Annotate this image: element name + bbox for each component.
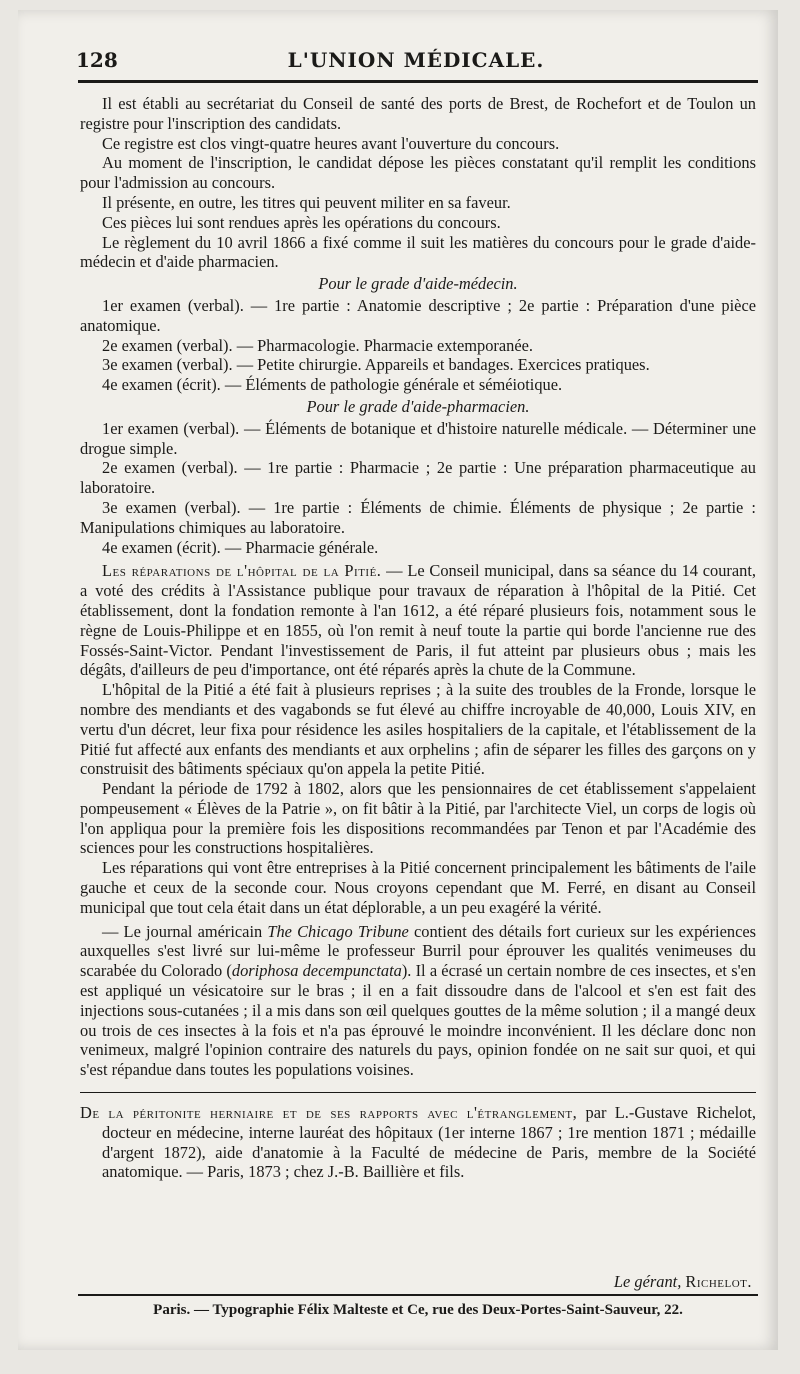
chicago-text: ). Il a écrasé un certain nombre de ces insectes, et s'en est appliqué un vésicatoire sur le bras ; il en a fait dissoudre dans de l'alcool et s'en est fait des injections sous-cutanées ; il a mis dans son œil quelques gouttes de la même solution ; il a mangé deux ou trois de ces insectes à la fois et n'a pas éprouvé le moindre inconvénient. Il les déclare donc non venimeux, malgré l'opinion contraire des naturels du pays, opinion fondée on ne sait sur quoi, et qui s'est répandue dans toutes les populations voisines. — [80, 961, 756, 1080]
article-body — [80, 94, 756, 1182]
chicago-text: contient des détails fort curieux sur les expériences auxquelles s'est livré sur lui-même le professeur Burril pour éprouver les qualités venimeuses du scarabée du Colorado ( — [80, 921, 756, 981]
signature-role: Le gérant, — [613, 1272, 682, 1291]
paragraph: Les réparations qui vont être entreprises à la Pitié concernent principalement les bâtiments de l'aile gauche et ceux de la seconde cour. Nous croyons cependant que M. Ferré, en disant au Conseil municipal que tout cela était dans un état déplorable, a un peu exagéré la vérité. — [80, 858, 756, 917]
page-number: 128 — [76, 48, 118, 72]
newspaper-name: The Chicago Tribune — [267, 921, 409, 941]
signature — [614, 1272, 752, 1292]
exam-item: 2e examen (verbal). — 1re partie : Pharmacie ; 2e partie : Une préparation pharmaceutique au laboratoire. — [80, 458, 756, 498]
bibliography-entry — [80, 1103, 756, 1182]
section-heading-pharmacien: Pour le grade d'aide-pharmacien. — [306, 396, 530, 416]
exam-item: 3e examen (verbal). — 1re partie : Éléments de chimie. Éléments de physique ; 2e partie : Manipulations chimiques au laboratoire. — [80, 497, 756, 537]
book-details: par L.-Gustave Richelot, docteur en médecine, interne lauréat des hôpitaux (1er interne 1867 ; 1re mention 1871 ; médaille d'argent 1872), aide d'anatomie à la Faculté de médecine de Paris, membre de la Société anatomique. — Paris, 1873 ; chez J.-B. Baillière et fils. — [102, 1103, 757, 1182]
pitie-text: — Le Conseil municipal, dans sa séance du 14 courant, a voté des crédits à l'Assistance publique pour travaux de réparation à l'hôpital de la Pitié. Cet établissement, dont la fondation remonte à l'an 1612, a été réparé plusieurs fois, notamment sous le règne de Louis-Philippe et en 1855, où l'on remit à neuf toute la partie qui borde l'ancienne rue des Fossés-Saint-Victor. Pendant l'investissement de Paris, il fut atteint par plusieurs obus ; mais les dégâts, d'ailleurs de peu d'importance, ont été réparés après la chute de la Commune. — [80, 561, 757, 680]
pitie-title: Les réparations de l'hôpital de la Pitié. — [102, 561, 382, 581]
paragraph: Ces pièces lui sont rendues après les opérations du concours. — [102, 212, 501, 232]
signature-name: Richelot. — [685, 1272, 752, 1291]
exam-item: 1er examen (verbal). — 1re partie : Anatomie descriptive ; 2e partie : Préparation d'une pièce anatomique. — [80, 295, 756, 335]
exam-item: 4e examen (écrit). — Pharmacie générale. — [102, 537, 379, 557]
paragraph: Pendant la période de 1792 à 1802, alors que les pensionnaires de cet établissement s'appelaient pompeusement « Élèves de la Patrie », on fit bâtir à la Pitié, par l'architecte Viel, un corps de logis où l'on appliqua pour la première fois les dispositions recommandées par Tenon et par l'Académie des sciences pour les constructions hospitalières. — [80, 779, 756, 858]
species-name: doriphosa decempunctata — [231, 961, 402, 981]
section-heading-medecin: Pour le grade d'aide-médecin. — [318, 274, 518, 294]
document-page — [18, 10, 778, 1350]
journal-title: L'UNION MÉDICALE. — [287, 48, 545, 72]
paragraph: Il est établi au secrétariat du Conseil de santé des ports de Brest, de Rochefort et de Toulon un registre pour l'inscription des candidats. — [80, 94, 756, 133]
chicago-article — [80, 922, 756, 1080]
paragraph: Le règlement du 10 avril 1866 a fixé comme il suit les matières du concours pour le grade d'aide-médecin et d'aide pharmacien. — [80, 232, 756, 272]
pitie-article — [80, 561, 756, 680]
paragraph: Ce registre est clos vingt-quatre heures avant l'ouverture du concours. — [102, 133, 560, 153]
chicago-text: — Le journal américain — [102, 921, 268, 941]
header-rule — [78, 80, 758, 83]
paragraph: Au moment de l'inscription, le candidat dépose les pièces constatant qu'il remplit les conditions pour l'admission au concours. — [80, 153, 756, 193]
footer-rule — [78, 1294, 758, 1296]
exam-item: 3e examen (verbal). — Petite chirurgie. Appareils et bandages. Exercices pratiques. — [102, 355, 650, 375]
printer-imprint: Paris. — Typographie Félix Malteste et Ce, rue des Deux-Portes-Saint-Sauveur, 22. — [153, 1302, 683, 1318]
paragraph: L'hôpital de la Pitié a été fait à plusieurs reprises ; à la suite des troubles de la Fronde, lorsque le nombre des mendiants et des vagabonds se fut élevé au chiffre incroyable de 40,000, Louis XIV, en vertu d'un décret, leur fixa pour résidence les asiles hospitaliers de la capitale, et l'établissement de la Pitié fut affecté aux enfants des mendiants et aux orphelins ; afin de séparer les filles des garçons on y construisit des bâtiments spéciaux qu'on appela la petite Pitié. — [80, 680, 756, 779]
paragraph: Il présente, en outre, les titres qui peuvent militer en sa faveur. — [102, 192, 511, 212]
exam-item: 2e examen (verbal). — Pharmacologie. Pharmacie extemporanée. — [102, 335, 533, 355]
section-rule — [80, 1092, 756, 1093]
page-header — [76, 48, 756, 74]
book-title: De la péritonite herniaire et de ses rapports avec l'étranglement, — [80, 1103, 578, 1123]
exam-item: 4e examen (écrit). — Éléments de pathologie générale et séméiotique. — [102, 375, 563, 395]
exam-item: 1er examen (verbal). — Éléments de botanique et d'histoire naturelle médicale. — Déterminer une drogue simple. — [80, 418, 756, 458]
